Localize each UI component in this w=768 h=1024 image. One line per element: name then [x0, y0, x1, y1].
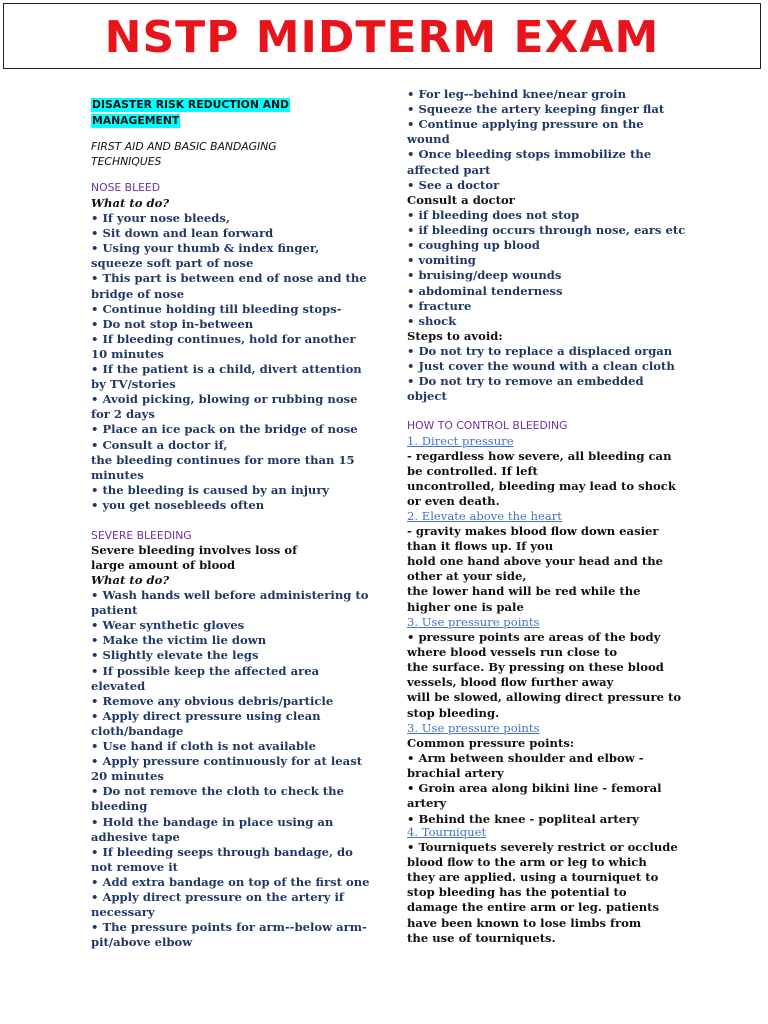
list-item: • Place an ice pack on the bridge of nose — [91, 422, 358, 437]
list-item: bleeding — [91, 799, 148, 814]
direct-pressure-link[interactable]: 1. Direct pressure — [407, 434, 514, 448]
list-item: • Make the victim lie down — [91, 633, 267, 648]
list-item: be controlled. If left — [407, 464, 538, 479]
control-heading: HOW TO CONTROL BLEEDING — [407, 419, 568, 432]
list-item: • For leg--behind knee/near groin — [407, 87, 627, 101]
pressure-points-link-2[interactable]: 3. Use pressure points — [407, 721, 540, 735]
list-item: brachial artery — [407, 766, 504, 781]
list-item: wound — [407, 132, 450, 147]
list-item: not remove it — [91, 859, 178, 874]
list-item: • if bleeding does not stop — [407, 208, 580, 222]
list-item: cloth/bandage — [91, 723, 184, 738]
list-item: 20 minutes — [91, 769, 164, 784]
list-item: squeeze soft part of nose — [91, 256, 254, 271]
page-title: NSTP MIDTERM EXAM — [104, 11, 660, 63]
list-item: • If the patient is a child, divert attention — [91, 362, 362, 376]
list-item: patient — [91, 603, 138, 618]
list-item: • The pressure points for arm--below arm- — [91, 920, 367, 935]
list-item: minutes — [91, 467, 144, 482]
list-item: affected part — [407, 162, 491, 177]
list-item: • This part is between end of nose and the — [91, 271, 367, 286]
list-item: for 2 days — [91, 407, 155, 422]
list-item: uncontrolled, bleeding may lead to shock — [407, 479, 676, 494]
list-item: hold one hand above your head and the — [407, 554, 664, 569]
list-item: • Add extra bandage on top of the first one — [91, 874, 370, 889]
list-item: • Slightly elevate the legs — [91, 648, 259, 663]
list-item: • Just cover the wound with a clean cloth — [407, 359, 675, 374]
list-item: damage the entire arm or leg. patients — [407, 900, 660, 915]
list-item: • Apply pressure continuously for at least — [91, 754, 363, 769]
list-item: • bruising/deep wounds — [407, 268, 562, 283]
list-item: Common pressure points: — [407, 736, 575, 750]
list-item: • Sit down and lean forward — [91, 226, 274, 241]
list-item: • Behind the knee - popliteal artery — [407, 811, 639, 826]
list-item: the use of tourniquets. — [407, 930, 556, 945]
list-item: vessels, blood flow further away — [407, 675, 614, 690]
severe-intro-line-1: Severe bleeding involves loss of — [91, 543, 298, 557]
list-item: • If possible keep the affected area — [91, 663, 320, 678]
list-item: adhesive tape — [91, 829, 180, 844]
list-item: • Remove any obvious debris/particle — [91, 693, 334, 708]
list-item: - gravity makes blood flow down easier — [407, 524, 659, 538]
list-item: other at your side, — [407, 569, 527, 584]
tourniquet-link[interactable]: 4. Tourniquet — [407, 825, 487, 839]
severe-what-to-do: What to do? — [91, 573, 170, 587]
list-item: • If bleeding continues, hold for another — [91, 331, 356, 346]
severe-bleeding-heading: SEVERE BLEEDING — [91, 529, 192, 542]
list-item: • Do not try to replace a displaced organ — [407, 344, 673, 358]
list-item: the lower hand will be red while the — [407, 584, 641, 599]
list-item: blood flow to the arm or leg to which — [407, 855, 647, 870]
consult-label: Consult a doctor — [407, 193, 515, 207]
list-item: • Apply direct pressure on the artery if — [91, 890, 344, 904]
nose-bleed-what-to-do: What to do? — [91, 196, 170, 210]
list-item: • coughing up blood — [407, 238, 540, 253]
list-item: • If bleeding seeps through bandage, do — [91, 844, 353, 859]
list-item: • if bleeding occurs through nose, ears etc — [407, 223, 686, 238]
elevate-link[interactable]: 2. Elevate above the heart — [407, 509, 562, 523]
list-item: • abdominal tenderness — [407, 283, 563, 298]
list-item: • shock — [407, 313, 457, 328]
list-item: • Consult a doctor if, — [91, 437, 228, 452]
list-item: • Do not try to remove an embedded — [407, 374, 644, 389]
list-item: • Arm between shoulder and elbow - — [407, 751, 644, 766]
list-item: than it flows up. If you — [407, 539, 554, 554]
list-item: • Continue applying pressure on the — [407, 117, 644, 132]
list-item: elevated — [91, 678, 146, 693]
section-title-line-1: DISASTER RISK REDUCTION AND — [92, 98, 289, 111]
list-item: • Using your thumb & index finger, — [91, 241, 320, 256]
list-item: • See a doctor — [407, 177, 500, 192]
list-item: • Squeeze the artery keeping finger flat — [407, 102, 665, 117]
list-item: necessary — [91, 905, 155, 920]
list-item: • Wear synthetic gloves — [91, 618, 245, 633]
list-item: where blood vessels run close to — [407, 645, 618, 660]
subtitle-line-2: TECHNIQUES — [91, 155, 162, 168]
list-item: object — [407, 389, 447, 404]
list-item: • Do not remove the cloth to check the — [91, 784, 344, 799]
list-item: • you get nosebleeds often — [91, 497, 265, 512]
severe-intro-line-2: large amount of blood — [91, 558, 236, 572]
list-item: • pressure points are areas of the body — [407, 630, 661, 644]
list-item: pit/above elbow — [91, 935, 193, 950]
title-box — [3, 3, 761, 69]
list-item: • Hold the bandage in place using an — [91, 814, 334, 829]
list-item: • the bleeding is caused by an injury — [91, 482, 330, 497]
nose-bleed-heading: NOSE BLEED — [91, 181, 161, 194]
list-item: the surface. By pressing on these blood — [407, 660, 664, 675]
list-item: • Groin area along bikini line - femoral — [407, 781, 662, 796]
list-item: have been known to lose limbs from — [407, 915, 642, 930]
list-item: 10 minutes — [91, 346, 164, 361]
list-item: • Do not stop in-between — [91, 316, 254, 331]
subtitle-line-1: FIRST AID AND BASIC BANDAGING — [91, 140, 277, 153]
list-item: • Continue holding till bleeding stops- — [91, 301, 342, 316]
section-title-line-2: MANAGEMENT — [92, 114, 180, 127]
list-item: • fracture — [407, 298, 472, 313]
list-item: stop bleeding. — [407, 705, 500, 720]
list-item: • Tourniquets severely restrict or occlude — [407, 840, 678, 854]
list-item: stop bleeding has the potential to — [407, 885, 627, 900]
list-item: or even death. — [407, 494, 500, 509]
list-item: • vomiting — [407, 253, 476, 268]
list-item: bridge of nose — [91, 286, 185, 301]
list-item: • Wash hands well before administering to — [91, 588, 369, 602]
list-item: • Use hand if cloth is not available — [91, 739, 316, 753]
list-item: they are applied. using a tourniquet to — [407, 870, 659, 885]
list-item: • If your nose bleeds, — [91, 211, 230, 225]
steps-label: Steps to avoid: — [407, 329, 503, 343]
list-item: • Apply direct pressure using clean — [91, 708, 321, 723]
list-item: will be slowed, allowing direct pressure to — [407, 690, 682, 705]
list-item: artery — [407, 796, 447, 811]
list-item: by TV/stories — [91, 377, 176, 392]
list-item: - regardless how severe, all bleeding can — [407, 449, 672, 463]
list-item: the bleeding continues for more than 15 — [91, 452, 355, 467]
pressure-points-link[interactable]: 3. Use pressure points — [407, 615, 540, 629]
list-item: higher one is pale — [407, 599, 524, 614]
list-item: • Once bleeding stops immobilize the — [407, 147, 652, 162]
list-item: • Avoid picking, blowing or rubbing nose — [91, 392, 358, 407]
